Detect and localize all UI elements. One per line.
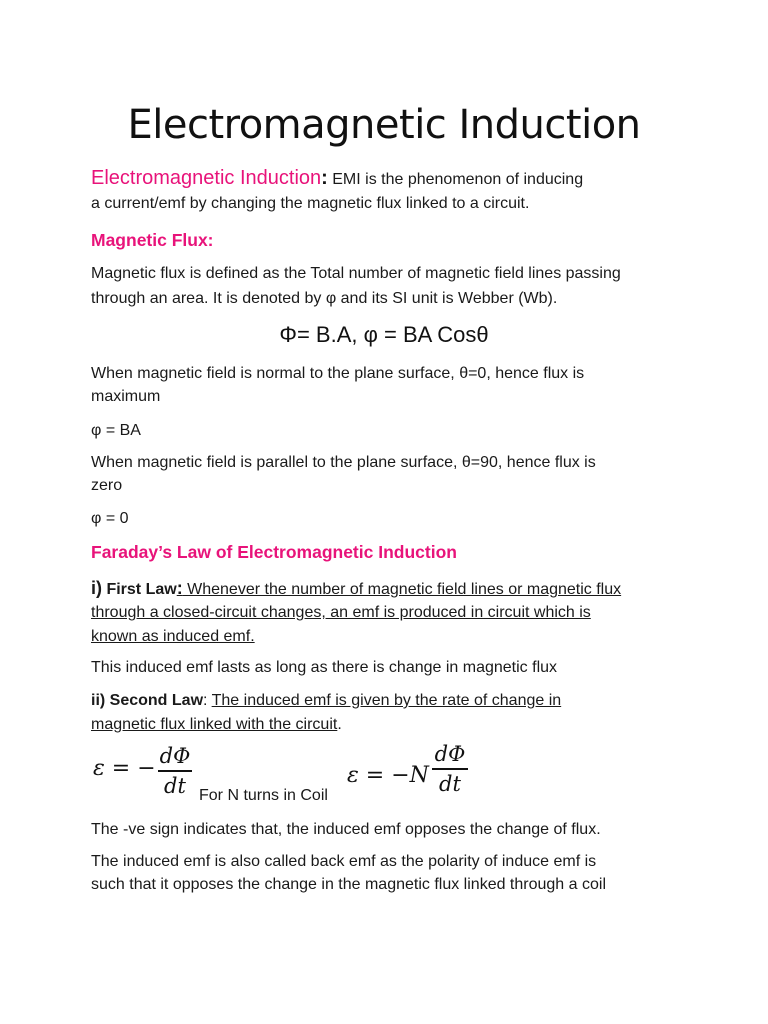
intro-colon: : — [321, 167, 328, 189]
sign-explanation: The -ve sign indicates that, the induced emf opposes the change of flux. — [91, 821, 601, 838]
back-emf-line2: such that it opposes the change in the magnetic flux linked through a coil — [91, 876, 606, 893]
equation-2-denominator: dt — [439, 771, 461, 796]
equation-1-numerator: dΦ — [159, 744, 191, 768]
second-law-line1 — [91, 689, 691, 713]
equation-2-numerator: dΦ — [434, 742, 466, 766]
first-law-colon: : — [176, 578, 183, 598]
normal-line2: maximum — [91, 388, 161, 405]
first-law-line1 — [91, 576, 691, 602]
first-law-text-line3: known as induced emf. — [91, 628, 255, 645]
equation-2-fraction-bar — [432, 768, 468, 770]
parallel-line2: zero — [91, 477, 123, 494]
intro-line2: a current/emf by changing the magnetic flux linked to a circuit. — [91, 195, 530, 212]
second-law-label: ii) Second Law — [91, 692, 204, 709]
equation-2-lhs: ε = −N — [347, 763, 429, 788]
equation-1-lhs: ε = − — [93, 756, 156, 781]
second-law-line2 — [91, 713, 691, 737]
second-law-text-line2: magnetic flux linked with the circuit — [91, 716, 338, 733]
lasts-line: This induced emf lasts as long as there is change in magnetic flux — [91, 659, 558, 676]
first-law-line2 — [91, 601, 691, 625]
equation-2-fraction — [432, 742, 468, 796]
phi-equals-ba: φ = BA — [91, 422, 141, 439]
flux-def-line2: through an area. It is denoted by φ and its SI unit is Webber (Wb). — [91, 290, 558, 307]
faraday-heading: Faraday’s Law of Electromagnetic Induction — [91, 542, 457, 562]
intro-paragraph — [91, 166, 691, 192]
second-law-colon: : — [203, 692, 212, 709]
intro-text-line1: EMI is the phenomenon of inducing — [327, 171, 584, 188]
phi-equals-zero: φ = 0 — [91, 510, 129, 527]
normal-line1: When magnetic field is normal to the plane surface, θ=0, hence flux is — [91, 365, 585, 382]
magnetic-flux-heading: Magnetic Flux: — [91, 230, 214, 250]
equation-1-fraction — [158, 744, 192, 798]
n-turns-label: For N turns in Coil — [199, 787, 328, 804]
flux-formula: Φ= B.A, φ = BA Cosθ — [279, 322, 489, 347]
back-emf-line1: The induced emf is also called back emf as the polarity of induce emf is — [91, 853, 597, 870]
equation-1-fraction-bar — [158, 770, 192, 772]
intro-term: Electromagnetic Induction — [91, 167, 322, 189]
second-law-text-line1: The induced emf is given by the rate of change in — [211, 692, 562, 709]
first-law-label: First Law — [102, 581, 177, 598]
flux-def-line1: Magnetic flux is defined as the Total number of magnetic field lines passing — [91, 265, 621, 282]
first-law-text-line1: Whenever the number of magnetic field lines or magnetic flux — [182, 581, 622, 598]
parallel-line1: When magnetic field is parallel to the plane surface, θ=90, hence flux is — [91, 454, 596, 471]
equation-1-denominator: dt — [164, 773, 186, 798]
first-law-line3 — [91, 625, 691, 649]
second-law-period: . — [337, 716, 342, 733]
page-title: Electromagnetic Induction — [127, 102, 641, 148]
first-law-number: i) — [91, 578, 102, 598]
first-law-text-line2: through a closed-circuit changes, an emf is produced in circuit which is — [91, 604, 591, 621]
